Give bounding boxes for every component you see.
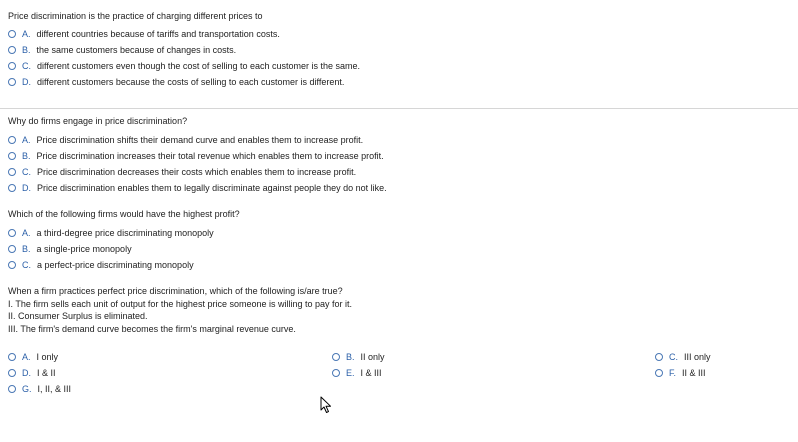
option-text: Price discrimination increases their total revenue which enables them to increase profit. <box>36 150 384 161</box>
option-letter: F. <box>669 367 677 378</box>
radio-button[interactable] <box>8 184 16 192</box>
option-letter: E. <box>346 367 355 378</box>
q2-prompt: Why do firms engage in price discrimination? <box>8 116 188 126</box>
q4-option-c[interactable] <box>655 350 711 363</box>
radio-button[interactable] <box>8 136 16 144</box>
option-letter: D. <box>22 182 31 193</box>
q1-option-a[interactable] <box>8 27 280 40</box>
option-letter: A. <box>22 28 31 39</box>
option-text: Price discrimination shifts their demand curve and enables them to increase profit. <box>36 134 364 145</box>
radio-button[interactable] <box>655 369 663 377</box>
q4-option-f[interactable] <box>655 366 706 379</box>
option-text: I, II, & III <box>37 383 72 394</box>
option-text: a third-degree price discriminating monopoly <box>36 227 214 238</box>
radio-button[interactable] <box>8 261 16 269</box>
radio-button[interactable] <box>8 152 16 160</box>
option-text: different customers because the costs of selling to each customer is different. <box>37 76 345 87</box>
q2-option-a[interactable] <box>8 133 363 146</box>
q2-option-d[interactable] <box>8 181 387 194</box>
q3-prompt: Which of the following firms would have the highest profit? <box>8 209 240 219</box>
q2-option-c[interactable] <box>8 165 356 178</box>
q4-prompt-line: When a firm practices perfect price discrimination, which of the following is/are true? <box>8 286 343 296</box>
option-text: a single-price monopoly <box>36 243 132 254</box>
option-letter: B. <box>22 44 31 55</box>
q4-option-b[interactable] <box>332 350 385 363</box>
option-letter: A. <box>22 134 31 145</box>
radio-button[interactable] <box>8 30 16 38</box>
option-text: I & III <box>360 367 382 378</box>
option-text: the same customers because of changes in costs. <box>36 44 237 55</box>
q3-option-c[interactable] <box>8 258 194 271</box>
q4-option-e[interactable] <box>332 366 382 379</box>
option-letter: B. <box>22 150 31 161</box>
q1-option-b[interactable] <box>8 43 236 56</box>
q2-option-b[interactable] <box>8 149 384 162</box>
option-letter: C. <box>22 166 31 177</box>
option-letter: C. <box>669 351 678 362</box>
radio-button[interactable] <box>332 353 340 361</box>
radio-button[interactable] <box>8 245 16 253</box>
option-letter: D. <box>22 76 31 87</box>
option-text: Price discrimination enables them to legally discriminate against people they do not like. <box>37 182 387 193</box>
q4-option-a[interactable] <box>8 350 58 363</box>
mouse-pointer-icon <box>320 396 332 414</box>
option-letter: D. <box>22 367 31 378</box>
radio-button[interactable] <box>655 353 663 361</box>
option-letter: A. <box>22 227 31 238</box>
q1-option-c[interactable] <box>8 59 360 72</box>
section-divider <box>0 108 798 109</box>
option-text: different countries because of tariffs and transportation costs. <box>36 28 280 39</box>
q4-statement-2: II. Consumer Surplus is eliminated. <box>8 311 148 321</box>
q3-option-b[interactable] <box>8 242 132 255</box>
option-text: a perfect-price discriminating monopoly <box>37 259 194 270</box>
radio-button[interactable] <box>8 78 16 86</box>
radio-button[interactable] <box>8 369 16 377</box>
radio-button[interactable] <box>8 46 16 54</box>
q1-option-d[interactable] <box>8 75 344 88</box>
option-text: Price discrimination decreases their costs which enables them to increase profit. <box>37 166 357 177</box>
option-text: different customers even though the cost of selling to each customer is the same. <box>37 60 361 71</box>
q4-option-d[interactable] <box>8 366 56 379</box>
option-letter: G. <box>22 383 32 394</box>
q1-prompt: Price discrimination is the practice of charging different prices to <box>8 11 263 21</box>
q4-prompt <box>8 285 352 335</box>
option-letter: B. <box>22 243 31 254</box>
option-letter: C. <box>22 60 31 71</box>
radio-button[interactable] <box>8 385 16 393</box>
radio-button[interactable] <box>332 369 340 377</box>
option-text: II only <box>360 351 385 362</box>
option-letter: B. <box>346 351 355 362</box>
option-letter: A. <box>22 351 31 362</box>
option-text: III only <box>684 351 711 362</box>
option-text: II & III <box>682 367 706 378</box>
option-letter: C. <box>22 259 31 270</box>
radio-button[interactable] <box>8 168 16 176</box>
radio-button[interactable] <box>8 229 16 237</box>
q4-statement-1: I. The firm sells each unit of output for the highest price someone is willing to pay for it. <box>8 298 353 309</box>
q3-option-a[interactable] <box>8 226 214 239</box>
radio-button[interactable] <box>8 62 16 70</box>
option-text: I & II <box>37 367 56 378</box>
q4-statement-3: III. The firm's demand curve becomes the firm's marginal revenue curve. <box>8 323 296 334</box>
radio-button[interactable] <box>8 353 16 361</box>
q4-option-g[interactable] <box>8 382 71 395</box>
option-text: I only <box>36 351 59 362</box>
